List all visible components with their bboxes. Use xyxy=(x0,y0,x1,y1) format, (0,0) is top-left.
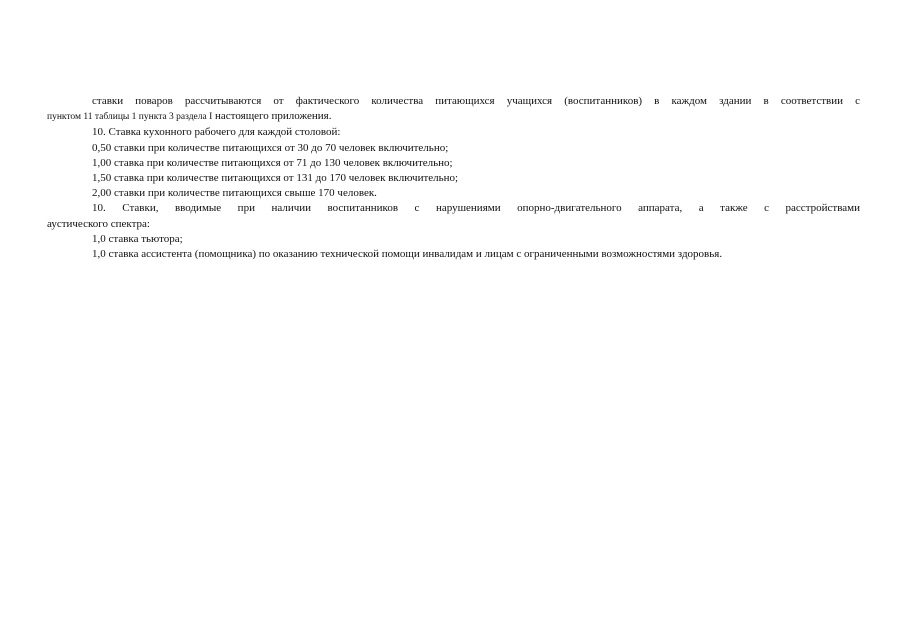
document-body xyxy=(47,94,860,262)
paragraph-cooks-line-1: ставки поваров рассчитываются от фактического количества питающихся учащихся (воспитанников) в каждом здании в соответствии с xyxy=(92,95,860,107)
reference-tail: настоящего приложения. xyxy=(212,110,332,123)
list-item: 2,00 ставки при количестве питающихся свыше 170 человек. xyxy=(92,187,377,200)
list-item: 1,00 ставка при количестве питающихся от 71 до 130 человек включительно; xyxy=(92,156,453,169)
paragraph-kitchen-worker-heading: 10. Ставка кухонного рабочего для каждой столовой: xyxy=(92,126,341,139)
list-item: 0,50 ставки при количестве питающихся от 30 до 70 человек включительно; xyxy=(92,141,449,154)
list-item: 1,0 ставка ассистента (помощника) по оказанию технической помощи инвалидам и лицам с ограниченными возможностями здоровья. xyxy=(92,248,723,261)
paragraph-special-rates-line-2: аустического спектра: xyxy=(47,217,150,230)
reference-text: пунктом 11 таблицы 1 пункта 3 раздела I xyxy=(47,112,213,123)
list-item: 1,50 ставка при количестве питающихся от 131 до 170 человек включительно; xyxy=(92,172,459,185)
paragraph-special-rates-line-1: 10. Ставки, вводимые при наличии воспитанников с нарушениями опорно-двигательного аппарата, а также с расстройствами xyxy=(92,202,860,215)
paragraph-cooks-line-2 xyxy=(47,109,860,125)
list-item: 1,0 ставка тьютора; xyxy=(92,232,183,245)
